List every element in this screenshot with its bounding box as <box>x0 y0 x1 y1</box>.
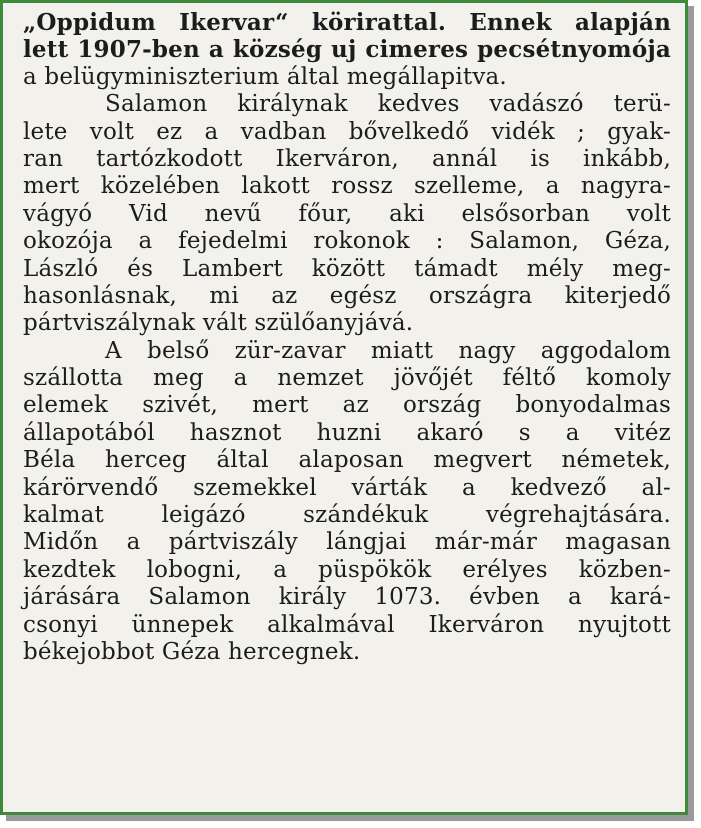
text-line: Midőn a pártviszály lángjai már-már magasan <box>23 529 671 556</box>
article-text <box>23 9 671 666</box>
text-line: okozója a fejedelmi rokonok : Salamon, Géza, <box>23 228 671 255</box>
text-line: kárörvendő szemekkel várták a kedvező al- <box>23 474 671 501</box>
text-line: „Oppidum Ikervar“ körirattal. Ennek alapján <box>23 9 671 36</box>
text-line: szállotta meg a nemzet jövőjét féltő komoly <box>23 365 671 392</box>
text-line: elemek szivét, mert az ország bonyodalmas <box>23 392 671 419</box>
text-line: hasonlásnak, mi az egész országra kiterjedő <box>23 282 671 309</box>
text-line: csonyi ünnepek alkalmával Ikerváron nyujtott <box>23 611 671 638</box>
text-line: vágyó Vid nevű főur, aki elsősorban volt <box>23 200 671 227</box>
text-line: Béla herceg által alaposan megvert németek, <box>23 447 671 474</box>
text-line: a belügyminiszterium által megállapitva. <box>23 63 507 90</box>
text-line: járására Salamon király 1073. évben a kará- <box>23 584 671 611</box>
text-line: László és Lambert között támadt mély meg- <box>23 255 671 282</box>
text-line: kalmat leigázó szándékuk végrehajtására. <box>23 502 671 529</box>
text-line: lett 1907-ben a község uj cimeres pecsétnyomója <box>23 36 671 64</box>
text-line: pártviszálynak vált szülőanyjává. <box>23 310 414 337</box>
text-line: kezdtek lobogni, a püspökök erélyes közben- <box>23 556 671 583</box>
text-line: ran tartózkodott Ikerváron, annál is inkább, <box>23 145 671 172</box>
text-line: mert közelében lakott rossz szelleme, a nagyra- <box>23 173 671 200</box>
text-line: békejobbot Géza hercegnek. <box>23 638 361 665</box>
text-line: állapotából hasznot huzni akaró s a vitéz <box>23 419 671 446</box>
text-line: lete volt ez a vadban bővelkedő vidék ; gyak- <box>23 118 671 145</box>
text-line: A belső zür-zavar miatt nagy aggodalom <box>105 337 671 364</box>
text-line: Salamon királynak kedves vadászó terü- <box>105 91 671 118</box>
